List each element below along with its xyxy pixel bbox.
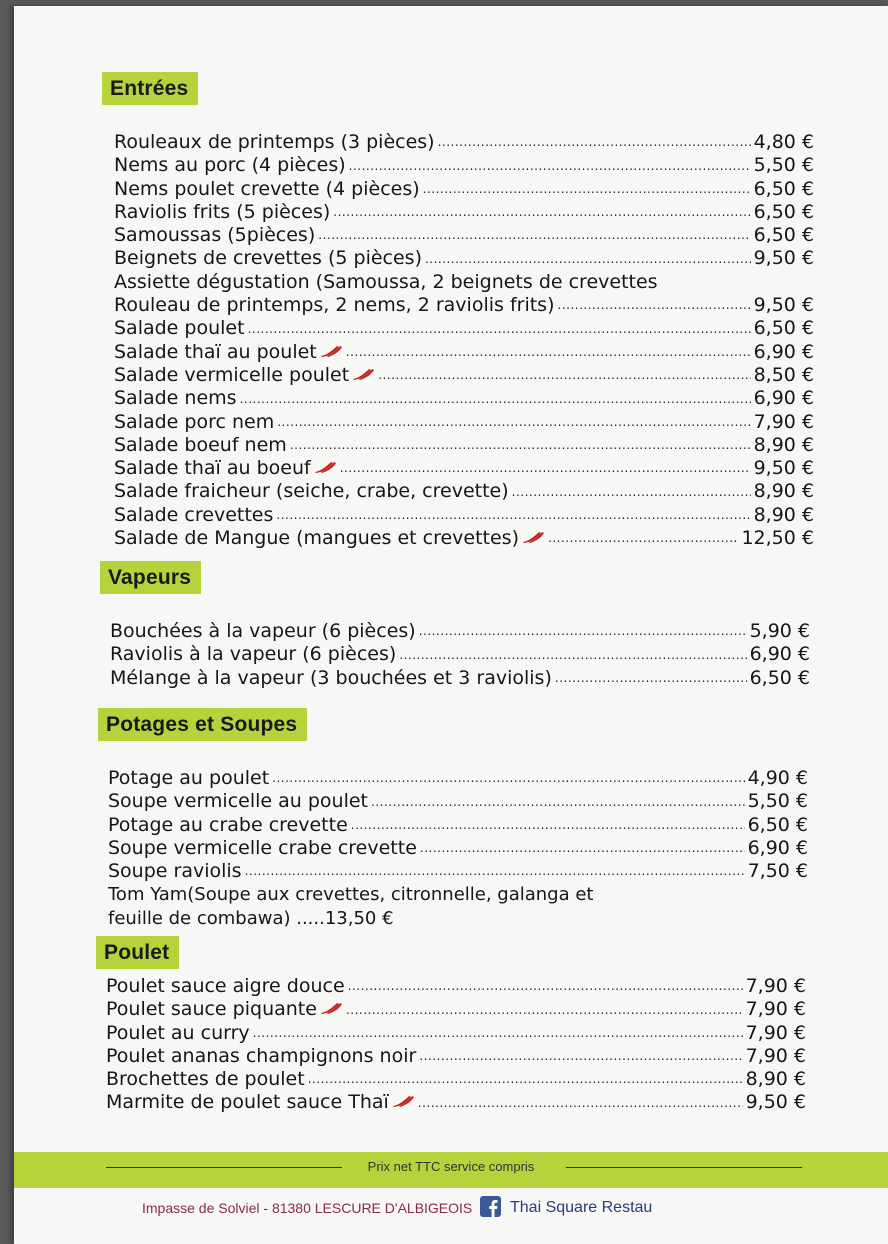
dot-leader	[248, 318, 751, 341]
price-note: Prix net TTC service compris	[367, 1159, 535, 1174]
section-heading-poulet: Poulet	[96, 936, 179, 969]
dot-leader	[308, 1068, 743, 1091]
dot-leader	[348, 975, 743, 998]
dot-leader	[438, 131, 751, 154]
menu-item	[114, 411, 814, 434]
dot-leader	[423, 178, 751, 201]
menu-item-price: 4,90 €	[747, 767, 808, 789]
menu-item-label: Potage au poulet	[108, 767, 270, 789]
facebook-page-name[interactable]: Thai Square Restau	[510, 1199, 653, 1216]
menu-item-label: Mélange à la vapeur (3 bouchées et 3 raviolis)	[110, 666, 552, 689]
menu-page	[14, 6, 888, 1244]
menu-item-price: 5,50 €	[753, 154, 814, 177]
menu-item-price: 9,50 €	[753, 247, 814, 270]
menu-item-price: 6,50 €	[753, 177, 814, 200]
dot-leader	[399, 644, 746, 667]
menu-item-label: Salade nems	[114, 387, 237, 410]
menu-item-description: Assiette dégustation (Samoussa, 2 beignets de crevettes	[114, 270, 658, 293]
menu-item-price: 4,80 €	[753, 131, 814, 153]
tom-yam-line-2: feuille de combawa) .....13,50 €	[108, 907, 394, 929]
menu-item-price: 7,90 €	[753, 410, 814, 433]
menu-item	[108, 837, 808, 860]
menu-item	[108, 814, 808, 837]
menu-item-label: Brochettes de poulet	[106, 1068, 305, 1091]
menu-item-label: Salade boeuf nem	[114, 433, 287, 456]
menu-item	[108, 790, 808, 813]
menu-item	[106, 1045, 806, 1068]
menu-item-label: Salade thaï au boeuf	[114, 457, 311, 480]
menu-item-price: 9,50 €	[753, 457, 814, 480]
menu-item-price: 5,50 €	[747, 790, 808, 813]
menu-item-price: 8,90 €	[745, 1068, 806, 1091]
menu-item	[106, 998, 806, 1021]
section-poulet	[96, 936, 806, 1115]
potages-list	[108, 767, 808, 930]
dot-leader	[419, 1045, 742, 1068]
menu-item-price: 9,50 €	[745, 1091, 806, 1114]
dot-leader	[276, 504, 750, 527]
menu-item	[114, 341, 814, 364]
menu-item-label: Salade fraicheur (seiche, crabe, crevette)	[114, 480, 509, 503]
menu-item-label: Samoussas (5pièces)	[114, 224, 316, 247]
menu-item	[106, 1091, 806, 1114]
menu-item	[106, 1068, 806, 1091]
menu-item-label: Beignets de crevettes (5 pièces)	[114, 247, 422, 270]
menu-item-label: Soupe raviolis	[108, 860, 242, 883]
menu-item	[114, 317, 814, 340]
dot-leader	[351, 814, 745, 837]
menu-item-price: 9,50 €	[753, 294, 814, 317]
chili-pepper-icon	[313, 457, 337, 480]
section-entrees	[102, 72, 814, 550]
vapeurs-list	[110, 620, 810, 690]
menu-item-label: Poulet sauce piquante	[106, 998, 317, 1021]
menu-item-label: Poulet sauce aigre douce	[106, 975, 345, 997]
menu-item-price: 7,90 €	[745, 975, 806, 997]
menu-item-label: Rouleaux de printemps (3 pièces)	[114, 131, 435, 153]
menu-item-label: Salade porc nem	[114, 410, 275, 433]
dot-leader	[346, 341, 751, 364]
dot-leader	[548, 527, 738, 550]
menu-item-label: Soupe vermicelle crabe crevette	[108, 836, 417, 859]
menu-item-label: Raviolis frits (5 pièces)	[114, 200, 331, 223]
dot-leader	[558, 294, 751, 317]
menu-item	[114, 504, 814, 527]
menu-item	[114, 527, 814, 550]
menu-item-price: 6,90 €	[747, 836, 808, 859]
menu-item-price: 8,90 €	[753, 433, 814, 456]
menu-item-label: Bouchées à la vapeur (6 pièces)	[110, 620, 416, 642]
menu-item	[114, 247, 814, 270]
menu-item-label: Raviolis à la vapeur (6 pièces)	[110, 643, 397, 666]
facebook-icon[interactable]	[480, 1196, 501, 1217]
menu-item-label: Potage au crabe crevette	[108, 813, 348, 836]
menu-item	[110, 643, 810, 666]
dot-leader	[419, 620, 747, 643]
menu-item-label: Marmite de poulet sauce Thaï	[106, 1091, 389, 1114]
dot-leader	[420, 837, 745, 860]
menu-item	[114, 434, 814, 457]
dot-leader	[318, 224, 750, 247]
menu-item-price: 8,90 €	[753, 480, 814, 503]
dot-leader	[349, 155, 751, 178]
menu-item	[114, 364, 814, 387]
menu-item-price: 6,50 €	[753, 317, 814, 340]
menu-item	[108, 767, 808, 790]
menu-item-label: Rouleau de printemps, 2 nems, 2 raviolis frits)	[114, 294, 555, 317]
dot-leader	[418, 1092, 743, 1115]
menu-item-price: 7,90 €	[745, 1044, 806, 1067]
menu-item-price: 6,50 €	[747, 813, 808, 836]
section-potages	[98, 708, 808, 930]
dot-leader	[253, 1022, 743, 1045]
dot-leader	[333, 201, 750, 224]
dot-leader	[378, 364, 750, 387]
section-vapeurs	[100, 561, 810, 690]
menu-item	[106, 975, 806, 998]
menu-item-price: 6,50 €	[749, 666, 810, 689]
menu-item	[114, 457, 814, 480]
chili-pepper-icon	[391, 1091, 415, 1114]
dot-leader	[425, 248, 751, 271]
menu-item-label: Salade vermicelle poulet	[114, 363, 350, 386]
dot-leader	[512, 481, 751, 504]
section-heading-entrees: Entrées	[102, 72, 198, 105]
poulet-list	[106, 975, 806, 1115]
menu-item-price: 7,50 €	[747, 860, 808, 883]
chili-pepper-icon	[351, 364, 375, 387]
menu-item-price: 7,90 €	[745, 998, 806, 1021]
menu-item-price: 12,50 €	[741, 527, 814, 550]
dot-leader	[272, 767, 744, 790]
dot-leader	[245, 860, 745, 883]
menu-item	[114, 178, 814, 201]
menu-item	[106, 1022, 806, 1045]
menu-item-label: Salade crevettes	[114, 503, 274, 526]
menu-item-price: 8,50 €	[753, 363, 814, 386]
chili-pepper-icon	[319, 998, 343, 1021]
menu-item-label: Poulet au curry	[106, 1021, 250, 1044]
menu-item-label: Salade de Mangue (mangues et crevettes)	[114, 527, 519, 550]
section-heading-vapeurs: Vapeurs	[100, 561, 201, 594]
dot-leader	[346, 999, 743, 1022]
menu-item	[110, 620, 810, 643]
section-heading-potages: Potages et Soupes	[98, 708, 307, 741]
menu-item-price: 6,50 €	[753, 224, 814, 247]
menu-item	[110, 667, 810, 690]
dot-leader	[277, 411, 750, 434]
menu-item-label: Nems au porc (4 pièces)	[114, 154, 346, 177]
restaurant-address: Impasse de Solviel - 81380 LESCURE D'ALBIGEOIS	[142, 1200, 473, 1216]
menu-item-label: Nems poulet crevette (4 pièces)	[114, 177, 420, 200]
tom-yam-line-1: Tom Yam(Soupe aux crevettes, citronnelle, galanga et	[108, 884, 594, 906]
menu-item-price: 6,90 €	[749, 643, 810, 666]
menu-item-label: Poulet ananas champignons noir	[106, 1044, 417, 1067]
chili-pepper-icon	[521, 527, 545, 550]
menu-item	[114, 154, 814, 177]
menu-item	[114, 201, 814, 224]
menu-item-label: Salade poulet	[114, 317, 245, 340]
menu-item-price: 6,90 €	[753, 387, 814, 410]
dot-leader	[290, 434, 751, 457]
dot-leader	[555, 667, 747, 690]
menu-item-price: 6,50 €	[753, 200, 814, 223]
chili-pepper-icon	[319, 341, 343, 364]
dot-leader	[340, 457, 751, 480]
menu-item-price: 5,90 €	[749, 620, 810, 642]
menu-item-label: Soupe vermicelle au poulet	[108, 790, 369, 813]
menu-item	[108, 860, 808, 883]
menu-item	[114, 387, 814, 410]
menu-item	[114, 224, 814, 247]
menu-item-label: Salade thaï au poulet	[114, 340, 317, 363]
dot-leader	[240, 388, 751, 411]
menu-item	[114, 131, 814, 154]
menu-item-price: 6,90 €	[753, 340, 814, 363]
menu-item	[114, 480, 814, 503]
entrees-list	[114, 131, 814, 550]
menu-item	[114, 294, 814, 317]
dot-leader	[371, 791, 745, 814]
menu-item-price: 7,90 €	[745, 1021, 806, 1044]
menu-item-price: 8,90 €	[753, 503, 814, 526]
